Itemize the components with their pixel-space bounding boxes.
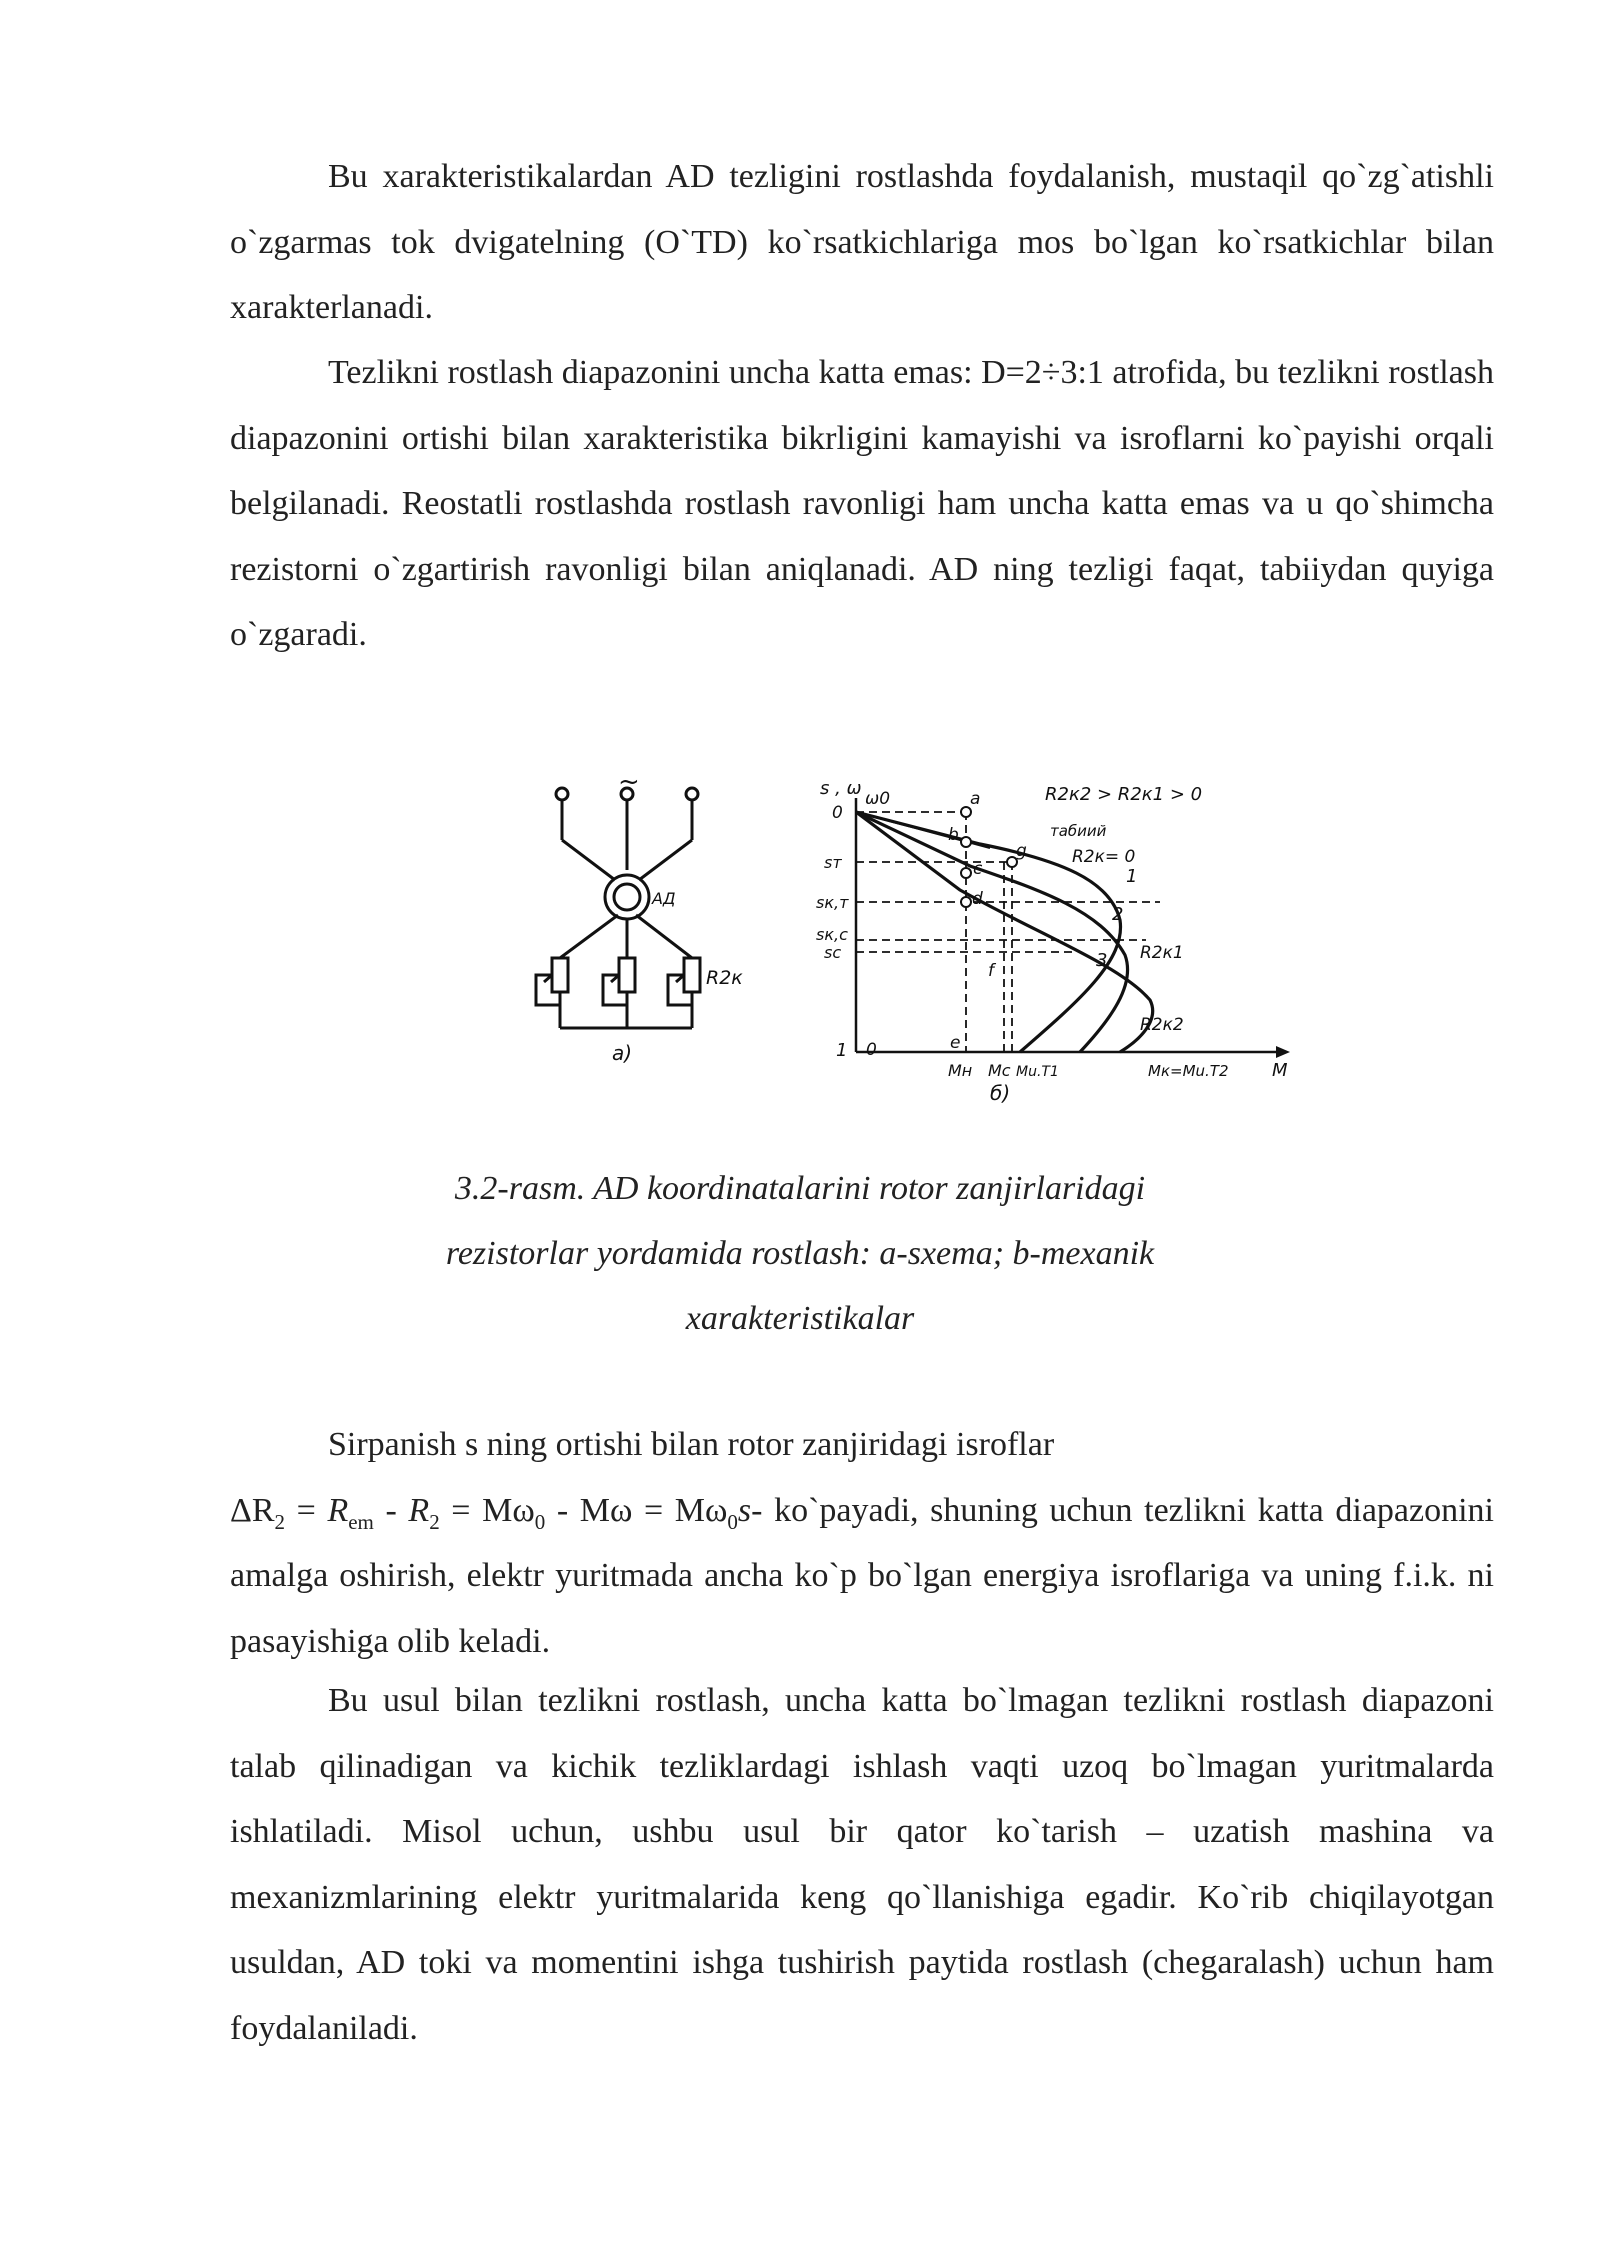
y-axis-label: s , ω [820,778,862,799]
y-zero-label: 0 [832,803,843,823]
terminal-3-icon [686,788,698,800]
caption-line-3: xarakteristikalar [685,1300,915,1337]
motor-label: АД [652,889,676,908]
mut1-label: Mu.Т1 [1016,1064,1059,1080]
point-b-label: b [948,825,959,845]
paragraph-1: Bu xarakteristikalardan AD tezligini rostlashda foydalanish, mustaqil qo`zg`atishli o`zgarmas tok dvigatelning (O`TD) ko`rsatkichlariga mos bo`lgan ko`rsatkichlar bilan xarakterlanadi. [230,158,1494,326]
curve-3-label: 3 [1096,950,1108,971]
losses-formula: $\Delta R_2 = R_{em} - R_2 = M\omega_0 - M\omega = M\omega_0s-$ ko`payadi, shuning uchun tezlikni katta diapazonini amalga oshirish, elektr yuritmada ancha ko`p bo`lgan energiya isroflariga va uning f.i.k. ni pasayishiga olib keladi. [230,1491,1494,1660]
point-f-label: f [988,961,994,981]
condition-label: R2к2 > R2к1 > 0 [1045,784,1203,805]
r2k0-label: R2к= 0 [1072,847,1136,867]
origin-zero-label: 0 [866,1040,877,1060]
omega0-label: ω0 [865,789,891,809]
paragraph-2: Tezlikni rostlash diapazonini uncha katta emas: D=2÷3:1 atrofida, bu tezlikni rostlash diapazonini ortishi bilan xarakteristika bikrligini kamayishi va isroflarni ko`payishi orqali belgilanadi. Reostatli rostlashda rostlash ravonligi ham uncha katta emas va u qo`shimcha rezistorni o`zgartirish ravonligi bilan aniqlanadi. AD ning tezligi faqat, tabiiydan quyiga o`zgaradi. [230,354,1494,653]
y-one-label: 1 [836,1040,848,1061]
skc-label: sк,с [816,925,848,944]
circuit-schema [536,788,700,1028]
sc-label: sс [824,943,842,962]
resistor-1-icon [552,958,568,992]
m-axis-label: M [1272,1060,1288,1081]
r2k2-label: R2к2 [1140,1015,1184,1035]
point-b-marker [961,837,971,847]
graph-sublabel: б) [990,1081,1011,1105]
figure-svg [520,770,1300,1140]
caption-line-2: rezistorlar yordamida rostlash: a-sxema; b-mexanik [445,1235,1155,1272]
mk-mut2-label: Mк=Mu.Т2 [1148,1062,1229,1080]
mc-label: Mс [988,1061,1011,1080]
natural-label: табиий [1050,822,1107,840]
st-label: sт [824,853,842,872]
paragraph-4: Bu usul bilan tezlikni rostlash, uncha katta bo`lmagan tezlikni rostlash diapazoni talab qilinadigan va kichik tezliklardagi ishlash vaqti uzoq bo`lmagan yuritmalarda ishlatiladi. Misol uchun, ushbu usul bir qator ko`tarish – uzatish mashina va mexanizmlarining elektr yuritmalarida keng qo`llanishiga egadir. Ko`rib chiqilayotgan usuldan, AD toki va momentini ishga tushirish paytida rostlash (chegaralash) uchun ham foydalaniladi. [230,1682,1494,2047]
paragraph-3-rest: ko`payadi, shuning uchun tezlikni katta diapazonini amalga oshirish, elektr yuritmada ancha ko`p bo`lgan energiya isroflariga va uning f.i.k. ni pasayishiga olib keladi. [230,1491,1494,1660]
terminal-1-icon [556,788,568,800]
paragraph-3-intro: Sirpanish s ning ortishi bilan rotor zanjiridagi isroflar [328,1426,1055,1463]
skt-label: sк,т [816,893,849,912]
resistor-3-icon [684,958,700,992]
point-d-marker [961,897,971,907]
resistor-2-icon [619,958,635,992]
mn-label: Mн [948,1061,973,1080]
schema-sublabel: а) [612,1041,633,1065]
point-c-label: c [973,859,983,879]
r2k1-label: R2к1 [1140,943,1184,963]
motor-stator-icon [605,875,649,919]
curve-2-label: 2 [1112,904,1124,925]
curve-1-label: 1 [1126,866,1138,887]
caption-line-1: 3.2-rasm. AD koordinatalarini rotor zanjirlaridagi [454,1170,1146,1207]
figure-3-2 [520,770,1300,1140]
motor-rotor-icon [614,884,640,910]
x-axis-arrow-icon [1276,1046,1290,1058]
resistor-label: R2к [706,967,743,989]
paragraph-3 [230,1412,1494,1674]
figure-caption [380,1156,1220,1351]
operating-points [961,807,1017,907]
point-d-label: d [972,889,983,909]
point-a-label: a [970,789,981,809]
point-c-marker [961,868,971,878]
ac-tilde-label: ~ [618,770,640,797]
point-g-label: g [1016,841,1027,861]
point-e-label: e [950,1033,961,1053]
